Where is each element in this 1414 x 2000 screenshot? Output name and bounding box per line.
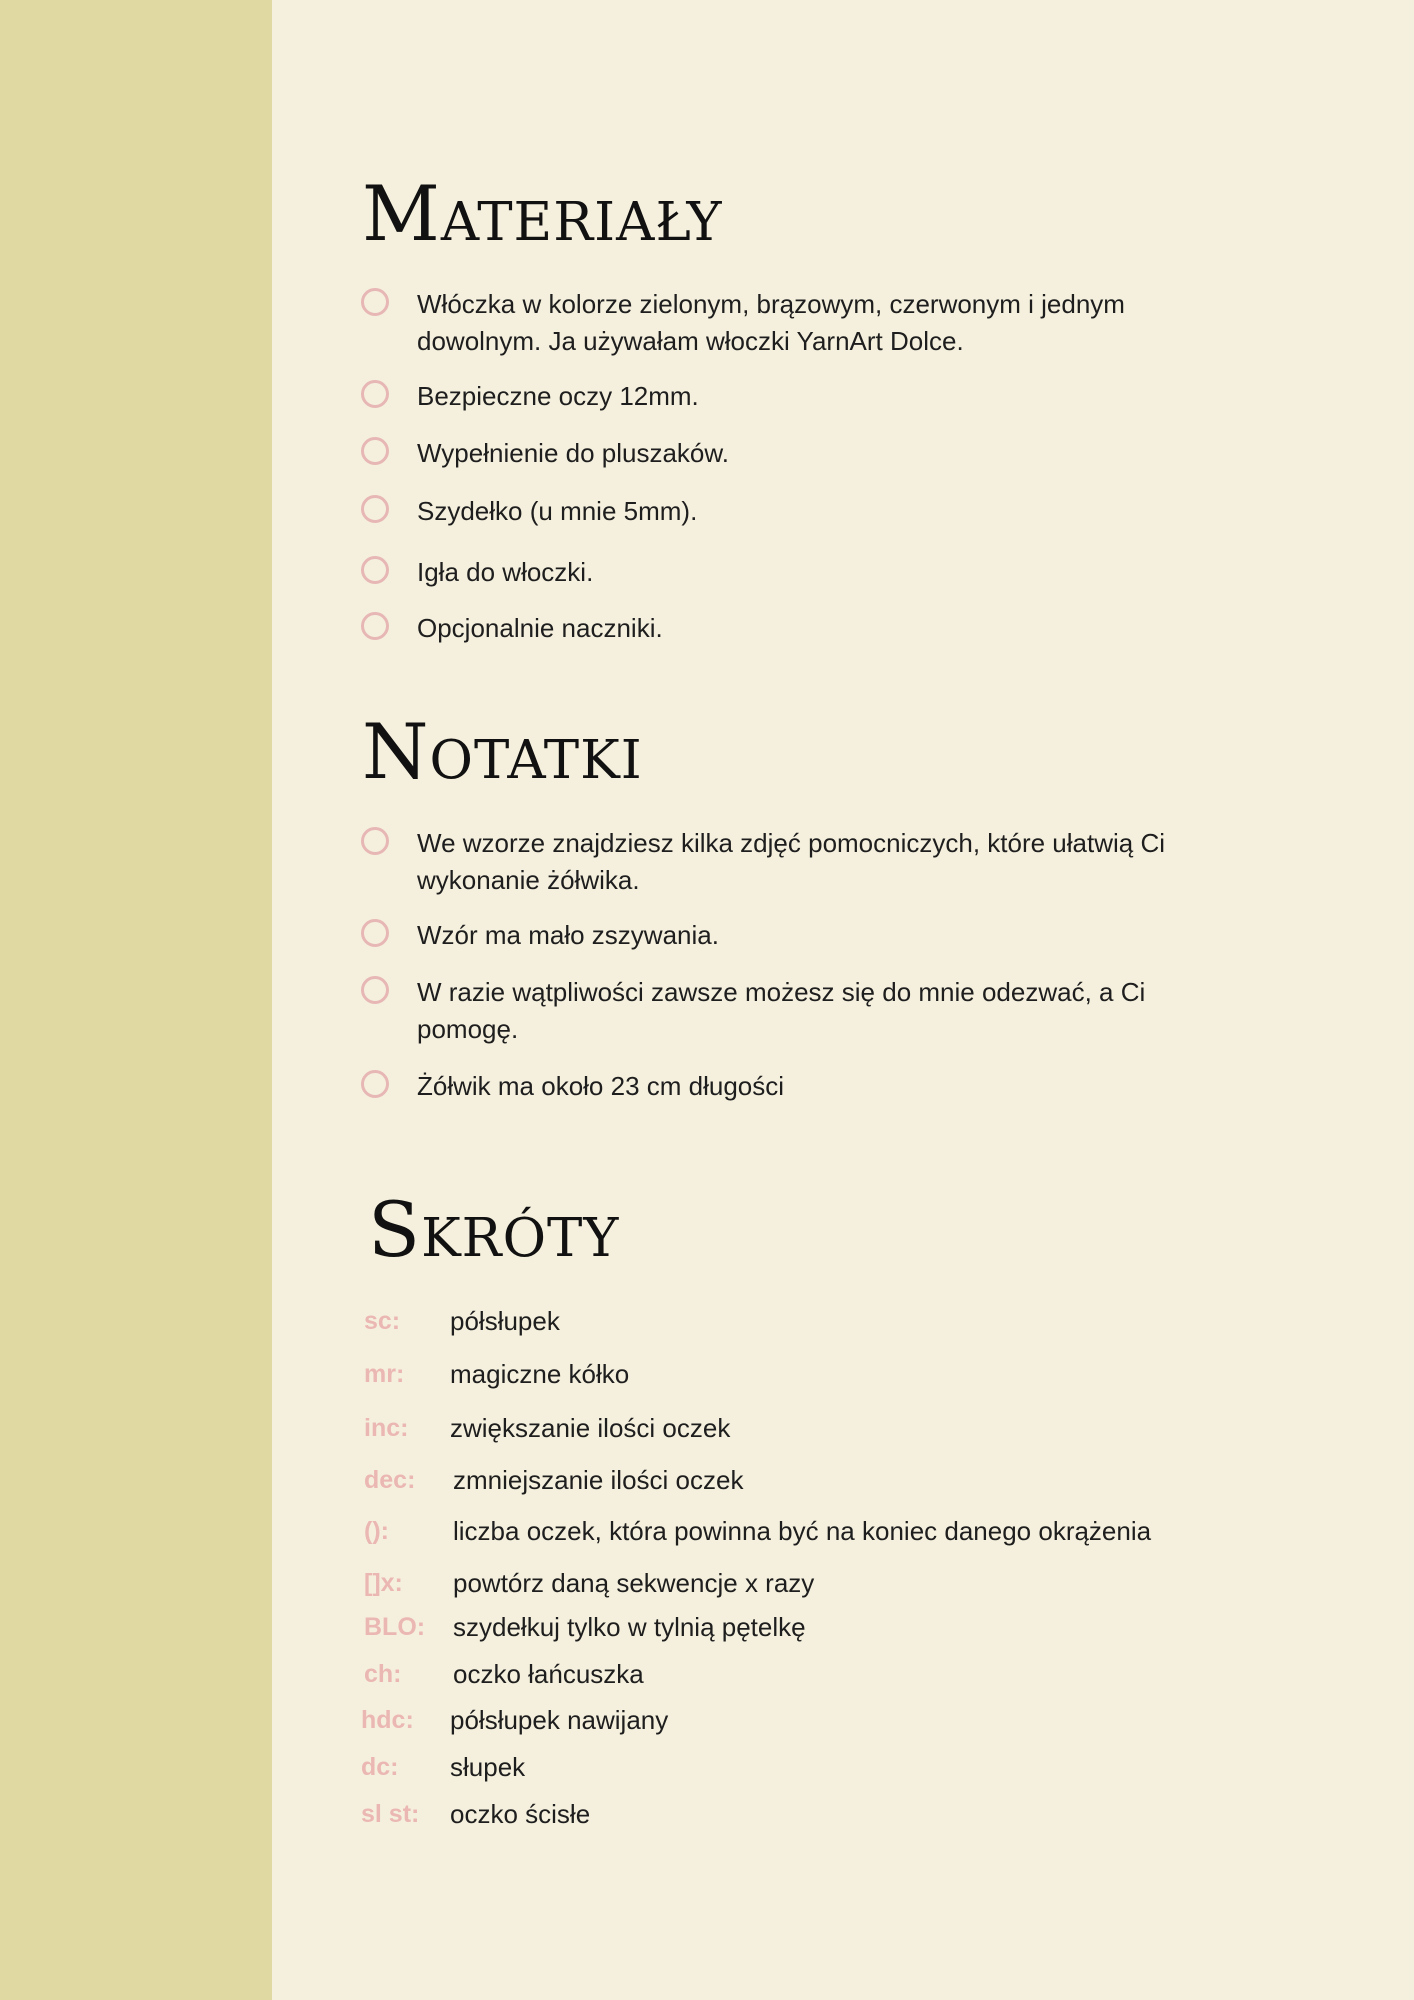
abbreviation-key: dec: — [364, 1466, 416, 1494]
notes-heading: Notatki — [362, 707, 643, 796]
abbreviation-row — [360, 1796, 1320, 1832]
abbreviation-description: oczko łańcuszka — [453, 1659, 644, 1689]
checkbox-circle-icon[interactable] — [361, 827, 389, 855]
abbreviation-description: słupek — [450, 1752, 526, 1782]
abbreviation-description: półsłupek — [450, 1306, 560, 1336]
abbreviation-key: inc: — [364, 1414, 409, 1442]
abbreviation-row — [360, 1356, 1320, 1392]
abbreviation-description: półsłupek nawijany — [450, 1705, 669, 1735]
abbreviation-row — [360, 1513, 1320, 1549]
notes-item-text: Żółwik ma około 23 cm długości — [417, 1071, 785, 1101]
abbreviation-description: zwiększanie ilości oczek — [450, 1413, 731, 1443]
materials-item-text: Wypełnienie do pluszaków. — [417, 438, 729, 468]
abbreviation-row — [360, 1410, 1320, 1446]
notes-item-text: Wzór ma mało zszywania. — [417, 920, 719, 950]
abbreviation-description: oczko ścisłe — [450, 1799, 591, 1829]
materials-item-text: Igła do włoczki. — [417, 557, 594, 587]
materials-item-text: Opcjonalnie naczniki. — [417, 613, 663, 643]
abbreviation-row — [360, 1565, 1320, 1601]
checkbox-circle-icon[interactable] — [361, 288, 389, 316]
abbreviations-heading: Skróty — [368, 1185, 620, 1274]
abbreviation-key: dc: — [361, 1753, 399, 1781]
abbreviation-key: sl st: — [361, 1800, 420, 1828]
checkbox-circle-icon[interactable] — [361, 380, 389, 408]
notes-item-text: We wzorze znajdziesz kilka zdjęć pomocniczych, które ułatwią Ci wykonanie żółwika. — [417, 828, 1166, 895]
abbreviation-key: (): — [364, 1517, 389, 1545]
abbreviation-description: liczba oczek, która powinna być na koniec danego okrążenia — [453, 1516, 1152, 1546]
abbreviation-key: mr: — [364, 1360, 405, 1388]
abbreviation-description: szydełkuj tylko w tylnią pętelkę — [453, 1612, 806, 1642]
abbreviation-row — [360, 1749, 1320, 1785]
abbreviation-description: zmniejszanie ilości oczek — [453, 1465, 744, 1495]
checkbox-circle-icon[interactable] — [361, 437, 389, 465]
abbreviation-description: powtórz daną sekwencje x razy — [453, 1568, 815, 1598]
abbreviation-row — [360, 1303, 1320, 1339]
checkbox-circle-icon[interactable] — [361, 919, 389, 947]
abbreviation-row — [360, 1462, 1320, 1498]
abbreviation-row — [360, 1656, 1320, 1692]
abbreviation-key: sc: — [364, 1307, 401, 1335]
checkbox-circle-icon[interactable] — [361, 976, 389, 1004]
abbreviation-key: hdc: — [361, 1706, 414, 1734]
abbreviation-row — [360, 1702, 1320, 1738]
notes-item-text: W razie wątpliwości zawsze możesz się do mnie odezwać, a Ci pomogę. — [417, 977, 1146, 1044]
abbreviation-row — [360, 1609, 1320, 1645]
abbreviation-key: ch: — [364, 1660, 402, 1688]
materials-item-text: Bezpieczne oczy 12mm. — [417, 381, 699, 411]
abbreviation-key: []x: — [364, 1569, 403, 1597]
checkbox-circle-icon[interactable] — [361, 495, 389, 523]
checkbox-circle-icon[interactable] — [361, 1070, 389, 1098]
checkbox-circle-icon[interactable] — [361, 612, 389, 640]
materials-item-text: Szydełko (u mnie 5mm). — [417, 496, 698, 526]
checkbox-circle-icon[interactable] — [361, 556, 389, 584]
materials-item-text: Włóczka w kolorze zielonym, brązowym, czerwonym i jednym dowolnym. Ja używałam włoczki YarnArt Dolce. — [417, 289, 1125, 356]
abbreviation-key: BLO: — [364, 1613, 426, 1641]
materials-heading: Materiały — [362, 169, 723, 258]
abbreviation-description: magiczne kółko — [450, 1359, 630, 1389]
